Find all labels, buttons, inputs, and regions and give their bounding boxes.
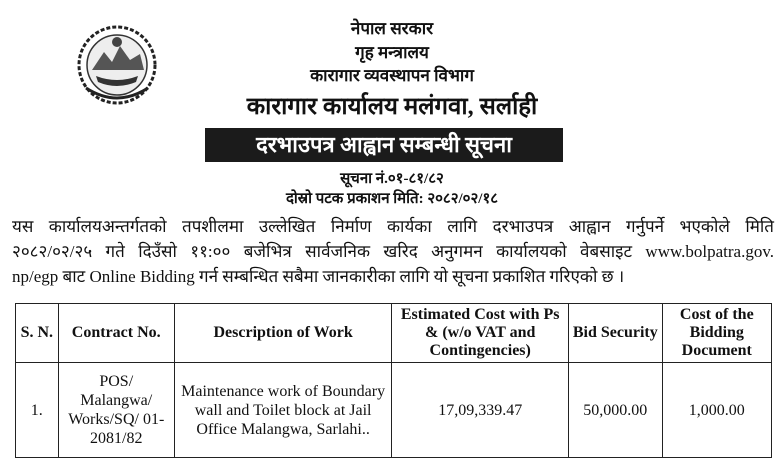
cell-doc-cost: 1,000.00 [662, 363, 771, 458]
header-country: नेपाल सरकार [350, 19, 434, 38]
col-header-doc-cost: Cost of the Bidding Document [662, 304, 771, 363]
col-header-bid-security: Bid Security [569, 304, 663, 363]
paragraph-line-3: np/egp बाट Online Bidding गर्न सम्बन्धित सबैमा जानकारीका लागि यो सूचना प्रकाशित गरिएको छ । [12, 267, 625, 286]
col-header-contract: Contract No. [58, 304, 174, 363]
col-header-estimated-cost: Estimated Cost with Ps & (w/o VAT and Contingencies) [392, 304, 569, 363]
bid-table [15, 303, 772, 458]
cell-contract: POS/ Malangwa/ Works/SQ/ 01-2081/82 [58, 363, 174, 458]
notice-number: सूचना नं.०१-८१/८२ [340, 171, 444, 187]
cell-bid-security: 50,000.00 [569, 363, 663, 458]
header-department: कारागार व्यवस्थापन विभाग [310, 66, 474, 85]
col-header-description: Description of Work [174, 304, 392, 363]
cell-estimated-cost: 17,09,339.47 [392, 363, 569, 458]
table-row [16, 363, 772, 458]
table-header-row [16, 304, 772, 363]
publication-date: दोस्रो पटक प्रकाशन मिति: २०८२/०२/१८ [285, 191, 499, 207]
col-header-sn: S. N. [16, 304, 59, 363]
header-ministry: गृह मन्त्रालय [355, 43, 429, 62]
paragraph-line-2: २०८२/०२/२५ गते दिउँसो ११:०० बजेभित्र सार्वजनिक खरिद अनुगमन कार्यालयको वेबसाइट www.bolpatra.gov. [12, 242, 774, 261]
cell-sn: 1. [16, 363, 59, 458]
header-office: कारागार कार्यालय मलंगवा, सर्लाही [246, 94, 538, 120]
notice-paragraph [12, 214, 774, 289]
cell-description: Maintenance work of Boundary wall and Toilet block at Jail Office Malangwa, Sarlahi.. [174, 363, 392, 458]
notice-title-banner: दरभाउपत्र आह्वान सम्बन्धी सूचना [205, 128, 563, 162]
paragraph-line-1: यस कार्यालयअन्तर्गतको तपशीलमा उल्लेखित निर्माण कार्यका लागि दरभाउपत्र आह्वान गर्नुपर्ने भएकोले मिति [12, 217, 774, 236]
